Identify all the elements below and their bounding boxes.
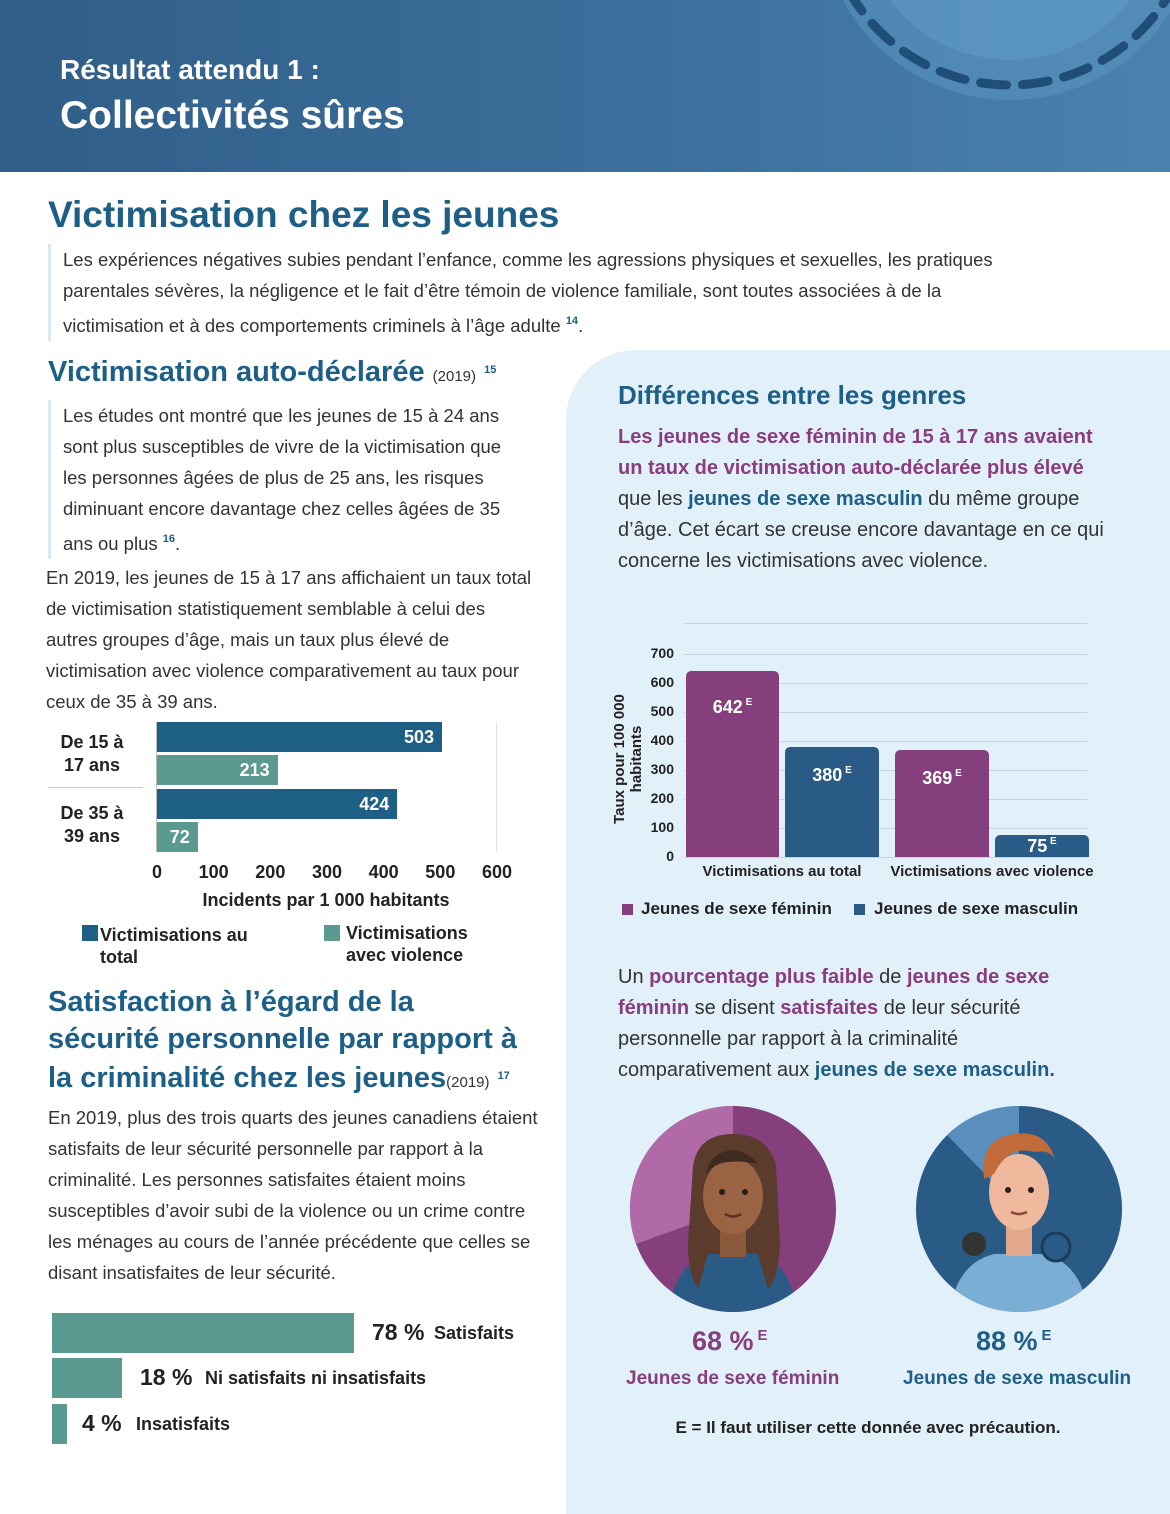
quote-reference: 16 — [162, 533, 176, 545]
gender-p1-highlight: Les jeunes de sexe féminin de 15 à 17 ans avaient un taux de victimisation auto-déclarée plus élevé — [618, 426, 1093, 479]
y-tick: 600 — [650, 674, 674, 690]
intro-paragraph: Les expériences négatives subies pendant l’enfance, comme les agressions physiques et sexuelles, les pratiques parentales sévères, la négligence et le fait d’être témoin de violence familiale, sont toutes associées à de la victimisation et à des comportements criminels à l’âge adulte $^{14}$. — [48, 244, 1008, 341]
x-tick: 500 — [425, 862, 456, 882]
male-avatar-pie — [914, 1104, 1124, 1314]
self-reported-heading — [48, 352, 496, 395]
y-tick: 700 — [650, 645, 674, 661]
female-pct-flag: E — [757, 1327, 768, 1344]
y-tick: 500 — [650, 703, 674, 719]
satisfaction-value-1: 18 % — [140, 1364, 193, 1390]
bar-value: 642 — [712, 696, 743, 717]
gender-p1-mid: que les — [618, 488, 689, 510]
female-label: Jeunes de sexe féminin — [626, 1368, 840, 1389]
y-axis-label: Taux pour 100 000 habitants — [611, 694, 645, 824]
bar-total-1: 424 — [157, 789, 397, 819]
p2-a: Un — [618, 966, 650, 988]
male-pct-value: 88 % — [976, 1326, 1038, 1356]
x-tick: 0 — [151, 862, 162, 882]
p2-d: jeunes de sexe féminin — [618, 966, 1050, 1019]
legend-swatch-female — [622, 904, 633, 915]
header-banner — [0, 0, 1170, 172]
bar-violent-1: 72 — [157, 822, 198, 852]
satisfaction-value-2: 4 % — [82, 1410, 122, 1436]
page-title: Victimisation chez les jeunes — [48, 194, 560, 235]
bar-label-female-1 — [895, 768, 989, 789]
gender-paragraph-1 — [618, 422, 1118, 577]
y-gridline — [684, 654, 1087, 655]
intro-text: Les expériences négatives subies pendant l’enfance, comme les agressions physiques et sexuelles, les pratiques parentales sévères, la négligence et le fait d’être témoin de violence familiale, sont toutes associées à de la victimisation et à des comportements criminels à l’âge adulte — [63, 249, 993, 336]
quote-text: Les études ont montré que les jeunes de 15 à 24 ans sont plus susceptibles de vivre de la victimisation que les personnes âgées de plus de 25 ans, les risques diminuant encore davantage chez celles âgées de 35 ans ou plus — [63, 405, 502, 554]
p2-c: de — [873, 966, 907, 988]
self-reported-year: (2019) — [432, 368, 477, 385]
self-reported-title: Victimisation auto-déclarée — [48, 356, 425, 388]
male-pct-flag: E — [1041, 1327, 1052, 1344]
satisfaction-label-1: Ni satisfaits ni insatisfaits — [205, 1368, 427, 1388]
bar-violent-0: 213 — [157, 755, 278, 785]
gender-p1-male: jeunes de sexe masculin — [688, 488, 923, 510]
decorative-circle-graphic — [0, 0, 1170, 172]
bar-value: 369 — [922, 767, 953, 788]
satisfaction-year: (2019) — [446, 1074, 490, 1091]
footnote: E = Il faut utiliser cette donnée avec précaution. — [675, 1418, 1061, 1437]
male-label: Jeunes de sexe masculin — [903, 1368, 1132, 1389]
chart-right-gridline — [496, 722, 497, 852]
p2-g: de leur sécurité personnelle par rapport à la criminalité comparativement aux — [618, 997, 1021, 1081]
bar-male-0 — [785, 747, 879, 857]
gender-panel-title: Différences entre les genres — [618, 380, 967, 410]
satisfaction-reference: 17 — [497, 1070, 510, 1082]
p2-f: satisfaites — [780, 997, 879, 1019]
bar-label-male-1 — [995, 836, 1089, 857]
legend-label-violent: Victimisations avec violence — [346, 923, 468, 965]
satisfaction-title-line3: la criminalité chez les jeunes — [48, 1062, 447, 1094]
satisfaction-bar-1 — [52, 1358, 122, 1398]
satisfaction-title-line1: Satisfaction à l’égard de la — [48, 986, 414, 1018]
satisfaction-heading — [48, 984, 517, 1101]
y-tick: 400 — [650, 732, 674, 748]
bar-female-1 — [895, 750, 989, 857]
x-tick: 300 — [311, 862, 343, 882]
self-reported-reference: 15 — [484, 364, 497, 376]
y-tick: 100 — [650, 819, 674, 835]
bar-label-female-0 — [686, 697, 779, 718]
category-label-violent: Victimisations avec violence — [890, 863, 1094, 880]
chart-separator — [48, 787, 143, 788]
banner-title: Collectivités sûres — [60, 94, 405, 137]
female-percentage — [692, 1326, 768, 1357]
x-tick: 600 — [481, 862, 513, 882]
legend-swatch-violent — [324, 925, 340, 941]
self-reported-quote: Les études ont montré que les jeunes de 15 à 24 ans sont plus susceptibles de vivre de la victimisation que les personnes âgées de plus de 25 ans, les risques diminuant encore davantage chez celles âgées de 35 ans ou plus $^{16}$. — [48, 400, 528, 559]
chart-top-line — [684, 623, 1087, 624]
banner-subtitle: Résultat attendu 1 : — [60, 54, 320, 85]
bar-value-flag: E — [742, 696, 753, 708]
p2-h: jeunes de sexe masculin. — [814, 1059, 1055, 1081]
x-axis-label: Incidents par 1 000 habitants — [202, 890, 450, 910]
satisfaction-bar-0 — [52, 1313, 354, 1353]
bar-value-flag: E — [842, 764, 852, 776]
legend-label-male: Jeunes de sexe masculin — [874, 899, 1079, 918]
self-reported-paragraph: En 2019, les jeunes de 15 à 17 ans affichaient un taux total de victimisation statistiquement semblable à celui des autres groupes d’âge, mais un taux plus élevé de victimisation avec violence comparativement au taux pour ceux de 35 à 39 ans. — [46, 567, 532, 712]
bar-value-flag: E — [1047, 836, 1057, 848]
category-label-15-17: De 15 à 17 ans — [60, 732, 124, 775]
bar-label-male-0 — [785, 765, 879, 786]
gender-p1-end: du même groupe d’âge. Cet écart se creuse encore davantage en ce qui concerne les victimisations avec violence. — [618, 488, 1104, 572]
legend-label-total: Victimisations au total — [100, 925, 248, 967]
legend-swatch-total — [82, 925, 98, 941]
bar-value: 75 — [1027, 836, 1048, 857]
female-avatar-pie — [628, 1104, 838, 1314]
satisfaction-bar-2 — [52, 1404, 67, 1444]
satisfaction-paragraph: En 2019, plus des trois quarts des jeunes canadiens étaient satisfaits de leur sécurité personnelle par rapport à la criminalité. Les personnes satisfaites étaient moins susceptibles d’avoir subi de la violence ou un crime contre les ménages au cours de l’année précédente que celles se disant insatisfaites de leur sécurité. — [48, 1107, 538, 1283]
satisfaction-label-0: Satisfaits — [434, 1323, 515, 1343]
y-tick: 0 — [666, 848, 674, 864]
male-percentage — [976, 1326, 1052, 1357]
category-label-35-39: De 35 à 39 ans — [60, 803, 124, 846]
y-tick: 300 — [650, 761, 674, 777]
x-tick: 200 — [255, 862, 286, 882]
satisfaction-label-2: Insatisfaits — [136, 1414, 231, 1434]
bar-total-0: 503 — [157, 722, 442, 752]
legend-label-female: Jeunes de sexe féminin — [641, 899, 832, 918]
x-tick: 400 — [368, 862, 399, 882]
bar-value: 380 — [812, 764, 843, 785]
satisfaction-value-0: 78 % — [372, 1319, 425, 1345]
female-pct-value: 68 % — [692, 1326, 754, 1356]
legend-swatch-male — [854, 904, 865, 915]
satisfaction-title-line2: sécurité personnelle par rapport à — [48, 1023, 517, 1055]
p2-b: pourcentage plus faible — [649, 966, 874, 988]
bar-value-flag: E — [952, 767, 962, 779]
gender-paragraph-2 — [618, 962, 1098, 1086]
y-tick: 200 — [650, 790, 674, 806]
category-label-total: Victimisations au total — [702, 863, 862, 880]
intro-reference: 14 — [565, 315, 579, 327]
p2-e: se disent — [689, 997, 781, 1019]
x-tick: 100 — [198, 862, 229, 882]
